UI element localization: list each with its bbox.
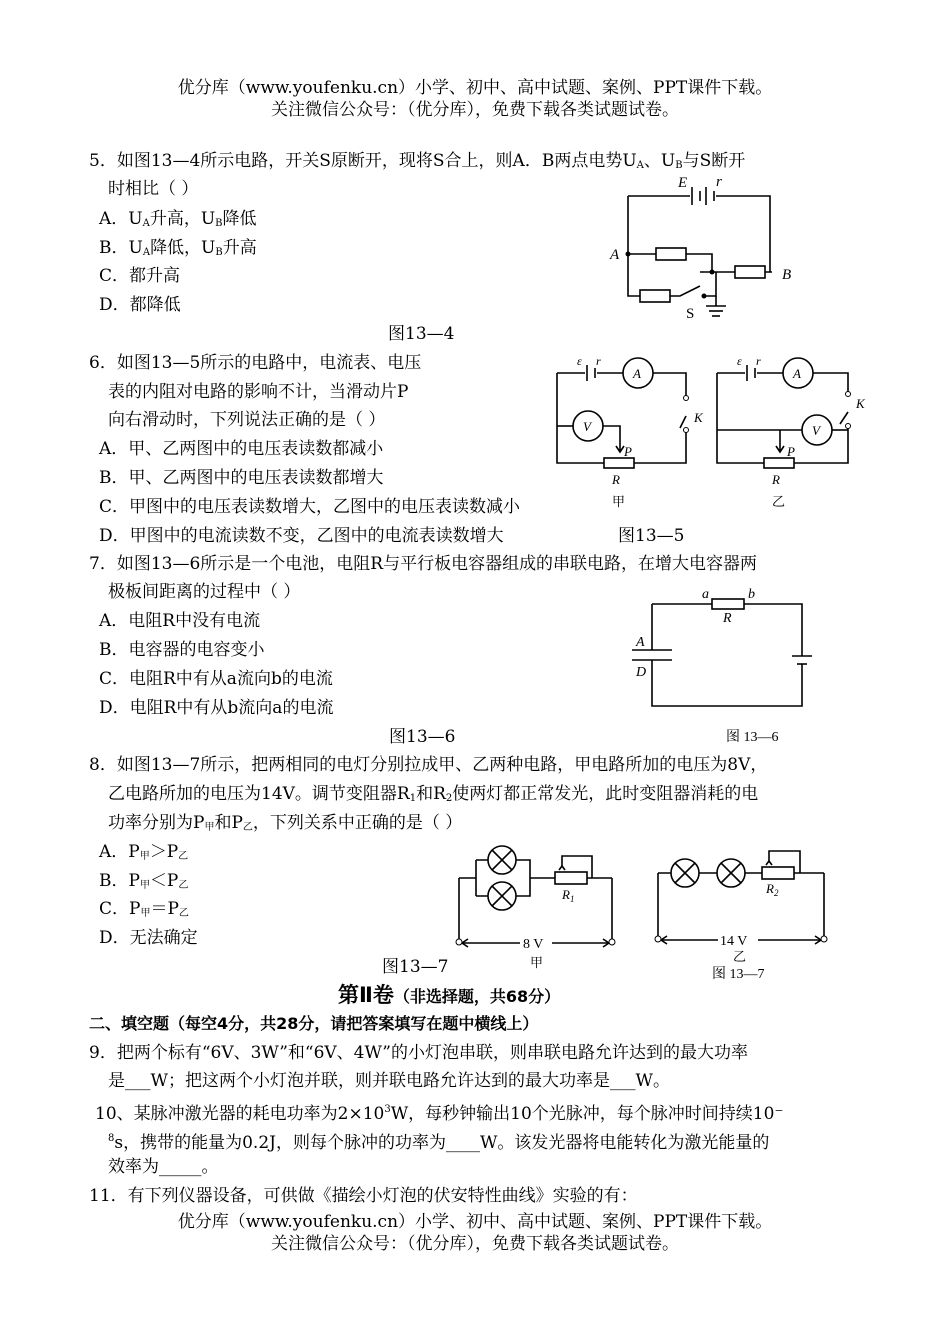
footer-line-2: 关注微信公众号：（优分库），免费下载各类试题试卷。 (271, 1234, 679, 1254)
fig5-yi-label-e: ε (737, 354, 742, 368)
q8-option-d: D．无法确定 (99, 928, 198, 948)
fig4-label-a: A (610, 247, 620, 263)
q7-caption: 图13—6 (389, 727, 456, 747)
q6-caption: 图13—5 (618, 526, 685, 546)
fig5-jia-switch-k: K (694, 410, 703, 425)
q6-option-a: A．甲、乙两图中的电压表读数都减小 (99, 439, 384, 459)
q5-stem-line-1: 5．如图13—4所示电路，开关S原断开，现将S合上，则A．B两点电势$U_A$、$U_B$与S断开 (89, 151, 746, 171)
q5-option-d: D．都降低 (99, 295, 181, 315)
q6-option-b: B．甲、乙两图中的电压表读数都增大 (99, 468, 384, 488)
fig5-yi-voltmeter: V (812, 423, 820, 438)
q7-option-c: C．电阻R中有从a流向b的电流 (99, 669, 333, 689)
fig7-label-r1: $R_1$ (562, 887, 575, 904)
fig6-inner-caption: 图 13—6 (726, 730, 779, 745)
q8-caption: 图13—7 (382, 957, 449, 977)
q5-stem-line-2: 时相比（ ） (108, 179, 199, 199)
q9-blank-1: ___ (125, 1071, 151, 1091)
q5-caption: 图13—4 (388, 324, 455, 344)
q5-option-b: B．$U_A$降低，$U_B$升高 (99, 238, 257, 258)
fig5-jia-p: P (624, 444, 632, 459)
fig6-label-r: R (723, 611, 732, 626)
part-2-heading: 二、填空题（每空4分，共28分，请把答案填写在题中横线上） (89, 1014, 539, 1033)
fig5-label-yi: 乙 (772, 494, 786, 509)
q8-stem-line-3: 功率分别为$P_甲$和$P_乙$，下列关系中正确的是（ ） (108, 813, 463, 833)
fig6-label-plate-d: D (636, 665, 647, 680)
fig5-yi-switch-k: K (856, 396, 865, 411)
q7-option-a: A．电阻R中没有电流 (99, 611, 261, 631)
q7-stem-line-1: 7．如图13—6所示是一个电池，电阻R与平行板电容器组成的串联电路，在增大电容器两 (89, 554, 758, 574)
fig4-label-r: r (716, 174, 722, 190)
fig5-jia-ammeter: A (633, 366, 641, 381)
q11-stem-line-1: 11．有下列仪器设备，可供做《描绘小灯泡的伏安特性曲线》实验的有： (89, 1186, 638, 1206)
fig5-yi-ammeter: A (793, 366, 801, 381)
q10-blank-2: _____ (159, 1157, 202, 1177)
fig5-label-jia: 甲 (612, 494, 626, 509)
q10-stem-line-1: 10、某脉冲激光器的耗电功率为$2\times 10^3W$，每秒钟输出10个光脉冲，每个脉冲时间持续10⁻ (95, 1104, 784, 1124)
q6-option-c: C．甲图中的电压表读数增大，乙图中的电压表读数减小 (99, 497, 521, 517)
q9-blank-2: ___ (609, 1071, 636, 1091)
q5-option-c: C．都升高 (99, 266, 181, 286)
fig7-label-yi: 乙 (733, 949, 747, 964)
header-line-1: 优分库（www.youfenku.cn）小学、初中、高中试题、案例、PPT课件下载。 (177, 78, 773, 98)
q7-option-d: D．电阻R中有从b流向a的电流 (99, 698, 334, 718)
fig5-jia-r: R (612, 472, 620, 487)
footer-line-1: 优分库（www.youfenku.cn）小学、初中、高中试题、案例、PPT课件下载。 (177, 1212, 773, 1232)
q6-stem-line-2: 表的内阻对电路的影响不计，当滑动片P (108, 382, 409, 402)
fig7-inner-caption: 图 13—7 (712, 967, 765, 982)
q6-stem-line-3: 向右滑动时，下列说法正确的是（ ） (108, 410, 386, 430)
fig5-yi-p: P (787, 444, 795, 459)
q9-stem-line-2: 是___W；把这两个小灯泡并联，则并联电路允许达到的最大功率是___W。 (108, 1071, 670, 1091)
q9-stem-line-1: 9．把两个标有“6V、3W”和“6V、4W”的小灯泡串联，则串联电路允许达到的最大功率 (89, 1043, 748, 1063)
fig7-label-r2: $R_2$ (766, 881, 779, 898)
q6-option-d: D．甲图中的电流读数不变，乙图中的电流表读数增大 (99, 526, 504, 546)
section-2-title: 第Ⅱ卷（非选择题，共68分） (338, 983, 561, 1007)
fig6-label-b: b (748, 587, 755, 602)
q6-stem-line-1: 6．如图13—5所示的电路中，电流表、电压 (89, 353, 422, 373)
q8-option-a: A．$P_甲>P_乙$ (99, 842, 189, 862)
fig7-label-jia: 甲 (530, 955, 544, 970)
fig5-jia-label-r: r (596, 354, 601, 368)
q7-stem-line-2: 极板间距离的过程中（ ） (108, 582, 301, 602)
fig4-label-b: B (782, 267, 792, 283)
header-line-2: 关注微信公众号：（优分库），免费下载各类试题试卷。 (271, 100, 679, 120)
q8-stem-line-2: 乙电路所加的电压为14V。调节变阻器$R_1$和$R_2$使两灯都正常发光，此时变阻器消耗的电 (108, 784, 759, 804)
fig5-jia-voltmeter: V (583, 419, 591, 434)
fig7-label-8v: 8 V (523, 937, 544, 952)
q5-option-a: A．$U_A$升高，$U_B$降低 (99, 209, 257, 229)
fig6-label-a: a (702, 587, 709, 602)
q8-stem-line-1: 8．如图13—7所示，把两相同的电灯分别拉成甲、乙两种电路，甲电路所加的电压为8V， (89, 755, 768, 775)
fig5-yi-r: R (772, 472, 780, 487)
q8-option-c: C．$P_甲=P_乙$ (99, 899, 189, 919)
fig4-label-e: E (678, 175, 688, 191)
fig6-label-plate-a: A (636, 635, 645, 650)
fig4-label-s: S (686, 306, 695, 322)
q10-stem-line-2: $^8$s，携带的能量为0.2J，则每个脉冲的功率为____W。该发光器将电能转化为激光能量的 (108, 1133, 770, 1153)
fig5-jia-label-e: ε (577, 354, 582, 368)
fig5-yi-label-r: r (756, 354, 761, 368)
q10-blank-1: ____ (445, 1133, 480, 1153)
q7-option-b: B．电容器的电容变小 (99, 640, 265, 660)
q10-stem-line-3: 效率为_____。 (108, 1157, 219, 1177)
q8-option-b: B．$P_甲<P_乙$ (99, 871, 189, 891)
fig7-label-14v: 14 V (720, 934, 748, 949)
